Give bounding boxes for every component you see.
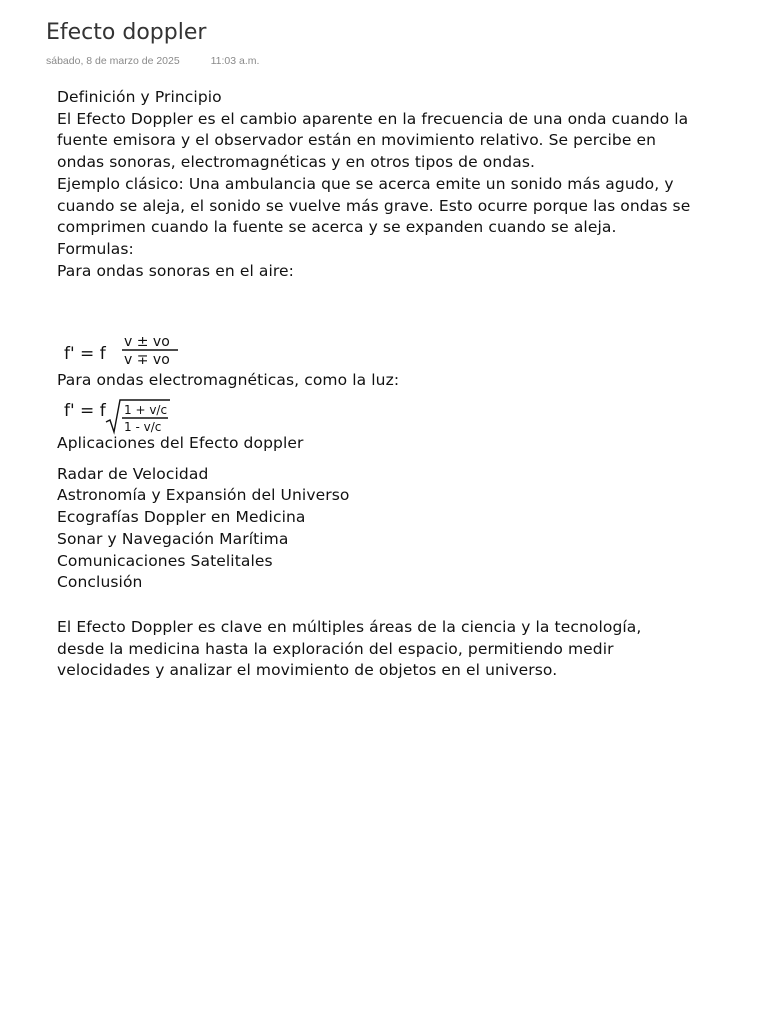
handwritten-notes-conclusion: [57, 617, 657, 682]
light-formula-denominator: 1 - v/c: [124, 420, 162, 434]
sound-formula-denominator: v ∓ vo: [124, 352, 170, 368]
application-item: Astronomía y Expansión del Universo: [57, 486, 350, 505]
page-title: Efecto doppler: [46, 20, 207, 45]
definition-heading: Definición y Principio: [57, 88, 222, 106]
conclusion-text: El Efecto Doppler es clave en múltiples áreas de la ciencia y la tecnología, desde la medicina hasta la exploración del espacio, permitiendo medir velocidades y analizar el movimiento de objetos en el universo.: [57, 618, 642, 680]
page-date: sábado, 8 de marzo de 2025: [46, 55, 180, 67]
handwritten-notes-applications: [57, 433, 697, 594]
sound-formula: [62, 332, 202, 368]
conclusion-heading: Conclusión: [57, 573, 143, 592]
light-formula-numerator: 1 + v/c: [124, 403, 168, 417]
sound-formula-label: Para ondas sonoras en el aire:: [57, 261, 294, 280]
handwritten-notes-top: [57, 87, 697, 282]
application-item: Comunicaciones Satelitales: [57, 551, 273, 570]
light-formula: [62, 396, 212, 436]
applications-heading: Aplicaciones del Efecto doppler: [57, 434, 304, 452]
example-text: Ejemplo clásico: Una ambulancia que se acerca emite un sonido más agudo, y cuando se aleja, el sonido se vuelve más grave. Esto ocurre porque las ondas se comprimen cuando la fuente se acerca y se expanden cuando se aleja.: [57, 174, 691, 237]
application-item: Radar de Velocidad: [57, 464, 209, 483]
formulas-heading: Formulas:: [57, 239, 134, 258]
light-formula-label: Para ondas electromagnéticas, como la luz:: [57, 371, 400, 389]
definition-text: El Efecto Doppler es el cambio aparente en la frecuencia de una onda cuando la fuente emisora y el observador están en movimiento relativo. Se percibe en ondas sonoras, electromagnéticas y en otros tipos de ondas.: [57, 109, 689, 172]
page-meta: [46, 55, 259, 67]
application-item: Sonar y Navegación Marítima: [57, 529, 289, 548]
sound-formula-numerator: v ± vo: [124, 334, 170, 350]
handwritten-notes-light-label: [57, 370, 697, 392]
page-time: 11:03 a.m.: [210, 55, 260, 67]
light-formula-lhs: f' = f: [64, 401, 106, 421]
sound-formula-lhs: f' = f: [64, 344, 106, 364]
application-item: Ecografías Doppler en Medicina: [57, 508, 306, 527]
